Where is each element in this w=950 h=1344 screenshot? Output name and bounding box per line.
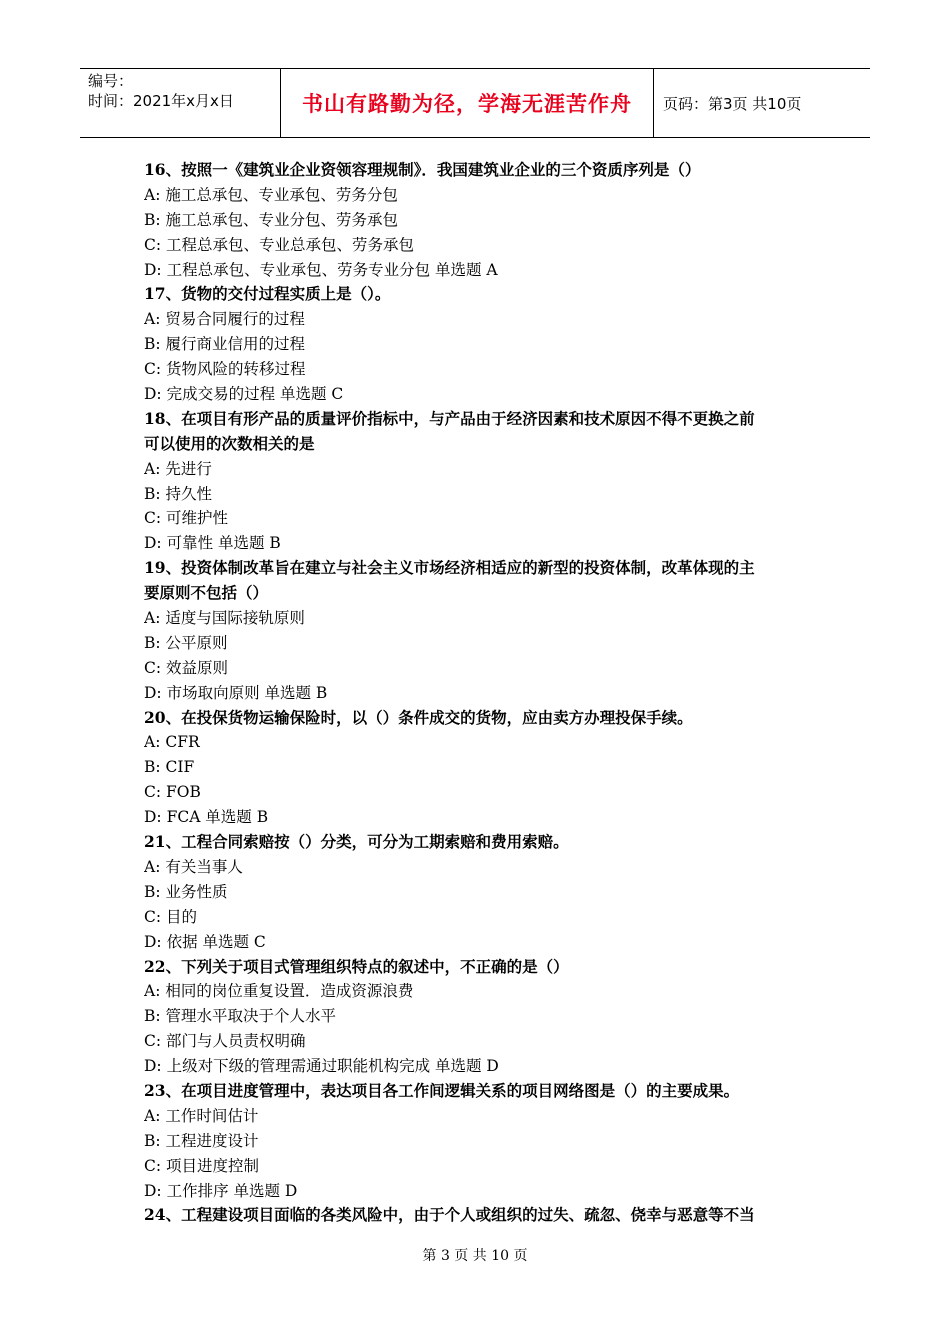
- answer-option: D: 可靠性 单选题 B: [144, 534, 281, 553]
- answer-option: B: CIF: [144, 758, 195, 777]
- page-footer: [0, 1245, 950, 1265]
- answer-option: D: 市场取向原则 单选题 B: [144, 683, 328, 702]
- question-text: 21、工程合同索赔按（）分类，可分为工期索赔和费用索赔。: [144, 832, 569, 852]
- answer-option: A: 有关当事人: [144, 857, 243, 876]
- answer-option: B: 履行商业信用的过程: [144, 335, 306, 354]
- answer-option: D: FCA 单选题 B: [144, 808, 269, 827]
- answer-option: A: 工作时间估计: [144, 1106, 259, 1125]
- question-text: 24、工程建设项目面临的各类风险中，由于个人或组织的过失、疏忽、侥幸与恶意等不当: [144, 1205, 755, 1225]
- answer-option: A: 施工总承包、专业承包、劳务分包: [144, 185, 398, 204]
- answer-option: C: 货物风险的转移过程: [144, 360, 306, 379]
- answer-option: C: 部门与人员责权明确: [144, 1032, 306, 1051]
- answer-option: A: CFR: [144, 733, 200, 752]
- answer-option: C: 工程总承包、专业总承包、劳务承包: [144, 235, 415, 254]
- answer-option: D: 完成交易的过程 单选题 C: [144, 385, 344, 404]
- question-text: 要原则不包括（）: [144, 583, 269, 603]
- header-motto: 书山有路勤为径，学海无涯苦作舟: [302, 92, 632, 116]
- question-text: 可以使用的次数相关的是: [144, 433, 315, 453]
- question-text: 19、投资体制改革旨在建立与社会主义市场经济相适应的新型的投资体制，改革体现的主: [144, 558, 755, 578]
- answer-option: B: 施工总承包、专业分包、劳务承包: [144, 210, 399, 229]
- document-number-label: 编号：: [88, 72, 134, 90]
- header-motto-cell: [280, 69, 654, 137]
- answer-option: B: 工程进度设计: [144, 1131, 259, 1150]
- question-text: 22、下列关于项目式管理组织特点的叙述中，不正确的是（）: [144, 956, 569, 976]
- answer-option: A: 先进行: [144, 459, 212, 478]
- question-text: 18、在项目有形产品的质量评价指标中，与产品由于经济因素和技术原因不得不更换之前: [144, 408, 755, 428]
- answer-option: A: 贸易合同履行的过程: [144, 310, 305, 329]
- answer-option: D: 上级对下级的管理需通过职能机构完成 单选题 D: [144, 1057, 499, 1076]
- answer-option: B: 持久性: [144, 484, 213, 503]
- answer-option: D: 工作排序 单选题 D: [144, 1181, 298, 1200]
- answer-option: D: 工程总承包、专业承包、劳务专业分包 单选题 A: [144, 260, 498, 279]
- page-number-label: 页码：第3页 共10页: [663, 94, 802, 113]
- answer-option: A: 相同的岗位重复设置．造成资源浪费: [144, 982, 414, 1001]
- answer-option: B: 公平原则: [144, 633, 228, 652]
- answer-option: C: FOB: [144, 783, 201, 802]
- question-text: 23、在项目进度管理中，表达项目各工作间逻辑关系的项目网络图是（）的主要成果。: [144, 1080, 740, 1100]
- header-page-info: [653, 69, 880, 137]
- answer-option: C: 目的: [144, 907, 198, 926]
- answer-option: C: 项目进度控制: [144, 1156, 260, 1175]
- answer-option: B: 业务性质: [144, 882, 228, 901]
- question-text: 17、货物的交付过程实质上是（）。: [144, 284, 391, 304]
- question-list: [144, 158, 824, 1228]
- question-text: 16、按照一《建筑业企业资领容理规制》．我国建筑业企业的三个资质序列是（）: [144, 160, 701, 179]
- answer-option: C: 效益原则: [144, 658, 229, 677]
- answer-option: D: 依据 单选题 C: [144, 932, 266, 951]
- answer-option: C: 可维护性: [144, 509, 229, 528]
- header-meta: [80, 69, 280, 139]
- document-date-label: 时间：2021年x月x日: [88, 92, 234, 110]
- answer-option: B: 管理水平取决于个人水平: [144, 1007, 337, 1026]
- page-header: [80, 68, 870, 138]
- footer-page-count: 第 3 页 共 10 页: [422, 1248, 528, 1264]
- question-text: 20、在投保货物运输保险时，以（）条件成交的货物，应由卖方办理投保手续。: [144, 707, 693, 727]
- answer-option: A: 适度与国际接轨原则: [144, 609, 305, 628]
